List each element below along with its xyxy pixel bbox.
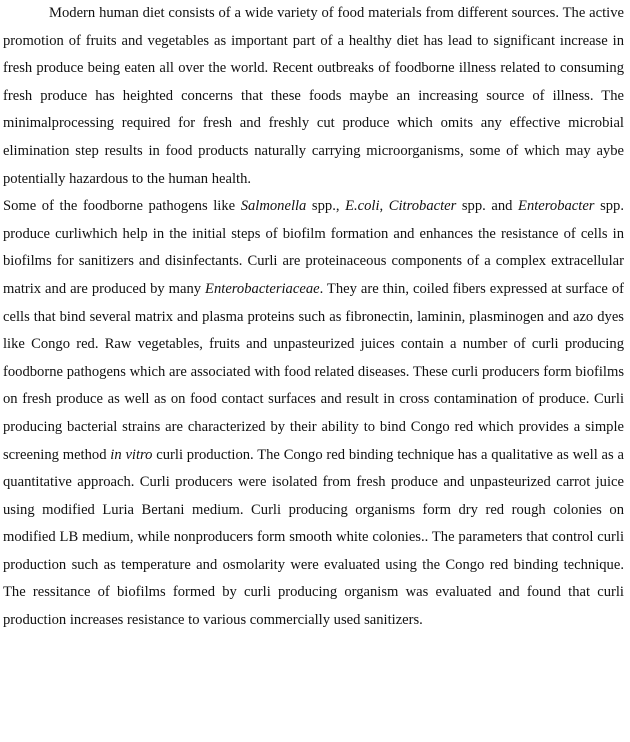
italic-term: Enterobacter xyxy=(518,198,595,215)
text-run: spp. produce curliwhich help in the initial steps of biofilm formation and enhances the resistance of cells in biofilms for sanitizers and disinfectants. Curli are proteinaceous components of a complex extracellular matrix and are produced by many xyxy=(3,198,624,297)
text-run: , xyxy=(379,198,389,215)
text-run: . They are thin, coiled fibers expressed at surface of cells that bind several matrix and plasma proteins such as fibronectin, laminin, plasminogen and azo dyes like Congo red. Raw vegetables, fruits and unpasteurized juices contain a number of curli producing foodborne pathogens which are associated with food related diseases. These curli producers form biofilms on fresh produce as well as on food contact surfaces and result in cross contamination of produce. Curli producing bacterial strains are characterized by their ability to bind Congo red which provides a simple screening method xyxy=(3,280,624,463)
text-run: curli production. The Congo red binding technique has a qualitative as well as a quantitative approach. Curli producers were isolated from fresh produce and unpasteurized carrot juice using modified Luria Bertani medium. Curli producing organisms form dry red rough colonies on modified LB medium, while nonproducers form smooth white colonies.. The parameters that control curli production such as temperature and osmolarity were evaluated using the Congo red binding technique. The ressitance of biofilms formed by curli producing organism was evaluated and found that curli production increases resistance to various commercially used sanitizers. xyxy=(3,446,624,629)
italic-term: Salmonella xyxy=(240,198,307,215)
text-run: Some of the foodborne pathogens like xyxy=(3,198,241,215)
italic-term: in vitro xyxy=(110,446,153,463)
paragraph-intro xyxy=(3,0,624,193)
italic-term: E.coli xyxy=(345,198,380,215)
paragraph-curli xyxy=(3,193,624,635)
italic-term: Enterobacteriaceae xyxy=(205,280,320,297)
italic-term: Citrobacter xyxy=(388,198,457,215)
text-run: spp. and xyxy=(456,198,519,215)
text-run: Modern human diet consists of a wide variety of food materials from different sources. The active promotion of fruits and vegetables as important part of a healthy diet has lead to significant increase in fresh produce being eaten all over the world. Recent outbreaks of foodborne illness related to consuming fresh produce has heighted concerns that these foods maybe an increasing source of illness. The minimalprocessing required for fresh and freshly cut produce which omits any effective microbial elimination step results in food products naturally carrying microorganisms, some of which may aybe potentially hazardous to the human health. xyxy=(3,5,624,187)
text-run: spp., xyxy=(306,198,346,215)
